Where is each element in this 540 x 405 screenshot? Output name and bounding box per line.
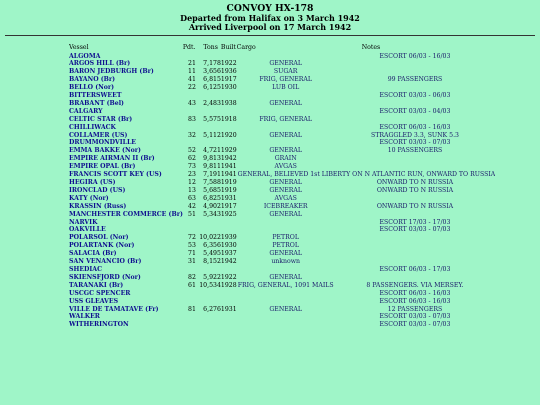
table-row (69, 250, 495, 258)
table-row (69, 147, 495, 155)
built-cell: 1925 (220, 210, 237, 218)
convoy-header (0, 4, 540, 32)
tons-cell: 6,276 (203, 305, 221, 313)
pdt-cell: 41 (188, 76, 196, 84)
vessel-name: TARANAKI (Br) (69, 281, 124, 289)
vessel-name: POLARSOL (Nor) (69, 234, 129, 242)
vessel-name: CALGARY (69, 107, 103, 115)
pdt-cell (183, 124, 196, 132)
col-header-built: Built (220, 44, 236, 52)
cargo-cell (237, 298, 335, 306)
table-row (69, 92, 495, 100)
pdt-cell: 13 (188, 186, 196, 194)
pdt-cell: 23 (188, 171, 196, 179)
notes-cell: ESCORT 06/03 - 16/03 (379, 297, 451, 305)
table-row (69, 298, 495, 306)
col-header-vessel: Vessel (69, 44, 89, 52)
tons-cell: 5,343 (203, 210, 221, 218)
notes-cell: ESCORT 06/03 - 16/03 (379, 52, 451, 60)
notes-cell: 12 PASSENGERS (387, 305, 443, 313)
built-cell: 1931 (220, 305, 237, 313)
notes-cell (335, 163, 496, 171)
vessel-name: EMPIRE OPAL (Br) (69, 163, 136, 171)
cargo-cell: unknown (271, 258, 301, 266)
vessel-name: BARON JEDBURGH (Br) (69, 68, 154, 76)
built-cell: 1922 (220, 60, 237, 68)
notes-cell: ESCORT 03/03 - 07/03 (379, 226, 451, 234)
tons-cell: 7,178 (203, 60, 221, 68)
col-header-tons: Tons (203, 44, 218, 52)
vessel-name: NARVIK (69, 218, 98, 226)
built-cell (221, 53, 237, 61)
vessel-name: OAKVILLE (69, 226, 106, 234)
cargo-cell (237, 139, 335, 147)
vessel-name: WALKER (69, 313, 100, 321)
notes-cell: ONWARD TO N RUSSIA (376, 202, 454, 210)
notes-cell (335, 242, 496, 250)
vessel-name: POLARTANK (Nor) (69, 242, 135, 250)
departure-line: Departed from Halifax on 3 March 1942 (180, 13, 360, 23)
pdt-cell: 12 (188, 179, 196, 186)
cargo-cell: AVGAS (274, 163, 297, 171)
tons-cell: 10,022 (199, 234, 221, 242)
convoy-table-body (69, 53, 495, 330)
pdt-cell: 53 (188, 242, 196, 250)
table-row (69, 171, 495, 179)
built-cell (221, 124, 237, 132)
pdt-cell: 82 (188, 273, 196, 281)
pdt-cell: 51 (188, 210, 196, 218)
built-cell: 1937 (220, 250, 237, 258)
vessel-name: SHEDIAC (69, 265, 103, 273)
table-row (69, 53, 495, 61)
tons-cell: 7,191 (203, 171, 221, 179)
notes-cell: ESCORT 17/03 - 17/03 (379, 218, 451, 226)
tons-cell: 9,811 (203, 163, 221, 171)
cargo-cell (237, 124, 335, 132)
vessel-name: SALACIA (Br) (69, 250, 117, 258)
tons-cell: 6,815 (203, 76, 221, 84)
vessel-name: FRANCIS SCOTT KEY (US) (69, 171, 162, 179)
built-cell: 1928 (220, 281, 237, 289)
notes-cell: ESCORT 06/03 - 16/03 (379, 289, 451, 297)
notes-cell: ONWARD TO N RUSSIA (376, 179, 454, 186)
pdt-cell (183, 313, 196, 321)
col-header-pdt: Pdt. (182, 44, 196, 52)
tons-cell: 6,125 (203, 84, 221, 92)
built-cell (221, 92, 237, 100)
tons-cell: 5,685 (203, 186, 221, 194)
table-row (69, 124, 495, 132)
built-cell (221, 290, 237, 298)
built-cell (221, 266, 237, 274)
table-row (69, 100, 495, 108)
vessel-name: ARGOS HILL (Br) (69, 60, 131, 68)
vessel-name: WITHERINGTON (69, 321, 129, 329)
table-row (69, 234, 495, 242)
table-row (69, 211, 495, 219)
cargo-cell (237, 92, 335, 100)
vessel-name: BRABANT (Bel) (69, 99, 124, 107)
table-row (69, 203, 495, 211)
pdt-cell (183, 290, 196, 298)
vessel-name: DRUMMONDVILLE (69, 139, 137, 147)
cargo-cell: GENERAL (269, 131, 302, 139)
tons-cell (196, 219, 221, 227)
pdt-cell (183, 219, 196, 227)
notes-cell (335, 100, 496, 108)
cargo-cell: SUGAR (273, 68, 298, 76)
built-cell: 1919 (220, 179, 237, 186)
pdt-cell (183, 108, 196, 116)
notes-cell: ESCORT 03/03 - 07/03 (379, 321, 451, 329)
table-row (69, 108, 495, 116)
vessel-name: KATY (Nor) (69, 194, 109, 202)
cargo-cell: GENERAL (269, 273, 302, 281)
table-row (69, 132, 495, 140)
table-row (69, 313, 495, 321)
built-cell: 1941 (220, 171, 237, 179)
cargo-cell: PETROL (272, 234, 299, 242)
tons-cell: 6,356 (203, 242, 221, 250)
table-row (69, 155, 495, 163)
table-row (69, 242, 495, 250)
tons-cell: 5,922 (203, 273, 221, 281)
notes-cell (335, 116, 496, 124)
pdt-cell: 83 (188, 115, 196, 123)
tons-cell (196, 124, 221, 132)
tons-cell: 5,575 (203, 115, 221, 123)
tons-cell: 7,588 (203, 179, 221, 186)
notes-cell: ONWARD TO N RUSSIA (376, 186, 454, 194)
vessel-name: BAYANO (Br) (69, 76, 116, 84)
tons-cell (196, 321, 221, 329)
notes-cell: ESCORT 06/03 - 16/03 (379, 123, 451, 131)
built-cell: 1938 (220, 99, 237, 107)
vessel-name: IRONCLAD (US) (69, 186, 126, 194)
tons-cell (196, 53, 221, 61)
pdt-cell (183, 53, 196, 61)
built-cell: 1936 (220, 68, 237, 76)
table-row (69, 139, 495, 147)
pdt-cell: 21 (188, 60, 196, 68)
cargo-cell: GENERAL (269, 147, 302, 155)
col-header-notes: Notes (361, 44, 381, 52)
built-cell (221, 139, 237, 147)
vessel-name: EMPIRE AIRMAN II (Br) (69, 155, 155, 163)
tons-cell: 9,813 (203, 155, 221, 163)
pdt-cell: 31 (188, 258, 196, 266)
table-row (69, 84, 495, 92)
built-cell: 1929 (220, 147, 237, 155)
tons-cell (196, 108, 221, 116)
table-row (69, 321, 495, 329)
header-divider (5, 35, 535, 36)
table-row (69, 282, 495, 290)
page-title: CONVOY HX-178 (226, 3, 314, 14)
cargo-cell: GENERAL (269, 305, 302, 313)
notes-cell: ESCORT 06/03 - 17/03 (379, 265, 451, 273)
pdt-cell: 73 (188, 163, 196, 171)
cargo-cell (237, 321, 335, 329)
table-row (69, 60, 495, 68)
col-header-cargo: Cargo (236, 44, 256, 52)
built-cell: 1930 (220, 84, 237, 92)
pdt-cell (183, 226, 196, 234)
tons-cell (196, 92, 221, 100)
notes-cell: ESCORT 03/03 - 06/03 (379, 92, 451, 100)
vessel-name: VILLE DE TAMATAVE (Fr) (69, 305, 159, 313)
cargo-cell (237, 290, 335, 298)
vessel-name: COLLAMER (US) (69, 131, 128, 139)
pdt-cell: 62 (188, 155, 196, 163)
vessel-name: HEGIRA (US) (69, 179, 116, 186)
notes-cell (335, 258, 496, 266)
notes-cell: STRAGGLED 3.3, SUNK 5.3 (370, 131, 459, 139)
tons-cell: 3,656 (203, 68, 221, 76)
pdt-cell: 32 (188, 131, 196, 139)
cargo-cell: FRIG, GENERAL (259, 76, 313, 84)
vessel-name: CELTIC STAR (Br) (69, 115, 133, 123)
table-row (69, 187, 495, 195)
built-cell: 1931 (220, 194, 237, 202)
vessel-name: ALGOMA (69, 52, 101, 60)
vessel-name: CHILLIWACK (69, 123, 116, 131)
cargo-cell: GENERAL (269, 99, 302, 107)
tons-cell (196, 139, 221, 147)
cargo-cell: FRIG, GENERAL, 1091 MAILS (237, 281, 334, 289)
cargo-cell: FRIG, GENERAL (259, 115, 313, 123)
notes-cell: 10 PASSENGERS (387, 147, 443, 155)
tons-cell: 5,112 (203, 131, 221, 139)
built-cell: 1930 (220, 242, 237, 250)
table-row (69, 226, 495, 234)
tons-cell (196, 313, 221, 321)
cargo-cell: GENERAL (269, 179, 302, 186)
pdt-cell (183, 298, 196, 306)
vessel-name: BELLO (Nor) (69, 84, 115, 92)
built-cell: 1941 (220, 163, 237, 171)
built-cell (221, 298, 237, 306)
table-row (69, 195, 495, 203)
notes-cell (335, 155, 496, 163)
built-cell (221, 219, 237, 227)
built-cell: 1918 (220, 115, 237, 123)
pdt-cell: 43 (188, 99, 196, 107)
tons-cell: 4,721 (203, 147, 221, 155)
built-cell (221, 226, 237, 234)
notes-cell (335, 234, 496, 242)
cargo-cell (237, 108, 335, 116)
cargo-cell (237, 219, 335, 227)
tons-cell (196, 226, 221, 234)
table-row (69, 163, 495, 171)
cargo-cell: GENERAL, BELIEVED 1st LIBERTY ON N ATLANTIC RUN, ONWARD TO RUSSIA (237, 171, 496, 179)
pdt-cell: 52 (188, 147, 196, 155)
pdt-cell (183, 139, 196, 147)
table-row (69, 306, 495, 314)
cargo-cell (237, 53, 335, 61)
built-cell (221, 108, 237, 116)
notes-cell: ESCORT 03/03 - 07/03 (379, 139, 451, 147)
notes-cell (335, 84, 496, 92)
table-row (69, 258, 495, 266)
tons-cell (196, 298, 221, 306)
pdt-cell: 11 (188, 68, 196, 76)
notes-cell (335, 274, 496, 282)
pdt-cell (183, 92, 196, 100)
vessel-name: SAN VENANCIO (Br) (69, 258, 142, 266)
built-cell: 1917 (220, 202, 237, 210)
vessel-name: USS GLEAVES (69, 297, 119, 305)
table-row (69, 116, 495, 124)
convoy-table (69, 44, 495, 329)
table-header-row (69, 44, 495, 53)
cargo-cell: LUB OIL (272, 84, 300, 92)
table-row (69, 266, 495, 274)
cargo-cell: GENERAL (269, 186, 302, 194)
pdt-cell: 71 (188, 250, 196, 258)
tons-cell: 6,825 (203, 194, 221, 202)
notes-cell (335, 68, 496, 76)
tons-cell (196, 290, 221, 298)
pdt-cell (183, 321, 196, 329)
cargo-cell (237, 226, 335, 234)
table-row (69, 290, 495, 298)
tons-cell (196, 266, 221, 274)
built-cell: 1942 (220, 258, 237, 266)
cargo-cell (237, 266, 335, 274)
vessel-name: BITTERSWEET (69, 92, 122, 100)
built-cell: 1919 (220, 186, 237, 194)
cargo-cell: PETROL (272, 242, 299, 250)
notes-cell (335, 250, 496, 258)
cargo-cell: AVGAS (274, 194, 297, 202)
vessel-name: EMMA BAKKE (Nor) (69, 147, 141, 155)
notes-cell (335, 211, 496, 219)
table-row (69, 68, 495, 76)
pdt-cell (183, 266, 196, 274)
notes-cell: 8 PASSENGERS. VIA MERSEY. (366, 281, 464, 289)
tons-cell: 5,495 (203, 250, 221, 258)
pdt-cell: 42 (188, 202, 196, 210)
tons-cell: 2,483 (203, 99, 221, 107)
tons-cell: 8,152 (203, 258, 221, 266)
pdt-cell: 22 (188, 84, 196, 92)
cargo-cell: ICEBREAKER (263, 202, 308, 210)
notes-cell: ESCORT 03/03 - 07/03 (379, 313, 451, 321)
pdt-cell: 72 (188, 234, 196, 242)
pdt-cell: 61 (188, 281, 196, 289)
tons-cell: 10,534 (199, 281, 221, 289)
vessel-name: MANCHESTER COMMERCE (Br) (69, 210, 183, 218)
tons-cell: 4,902 (203, 202, 221, 210)
notes-cell: 99 PASSENGERS (387, 76, 443, 84)
built-cell: 1917 (220, 76, 237, 84)
pdt-cell: 81 (188, 305, 196, 313)
cargo-cell: GENERAL (269, 250, 302, 258)
notes-cell (335, 60, 496, 68)
notes-cell (335, 195, 496, 203)
table-row (69, 274, 495, 282)
cargo-cell: GENERAL (269, 60, 302, 68)
built-cell: 1922 (220, 273, 237, 281)
built-cell: 1939 (220, 234, 237, 242)
table-row (69, 179, 495, 187)
vessel-name: SKIENSFJORD (Nor) (69, 273, 141, 281)
built-cell (221, 313, 237, 321)
notes-cell: ESCORT 03/03 - 04/03 (379, 107, 451, 115)
built-cell (221, 321, 237, 329)
cargo-cell (237, 313, 335, 321)
pdt-cell: 63 (188, 194, 196, 202)
arrival-line: Arrived Liverpool on 17 March 1942 (188, 22, 352, 33)
vessel-name: KRASSIN (Russ) (69, 202, 127, 210)
built-cell: 1942 (220, 155, 237, 163)
built-cell: 1920 (220, 131, 237, 139)
table-row (69, 219, 495, 227)
vessel-name: USCGC SPENCER (69, 289, 131, 297)
cargo-cell: GRAIN (274, 155, 297, 163)
table-row (69, 76, 495, 84)
cargo-cell: GENERAL (269, 210, 302, 218)
